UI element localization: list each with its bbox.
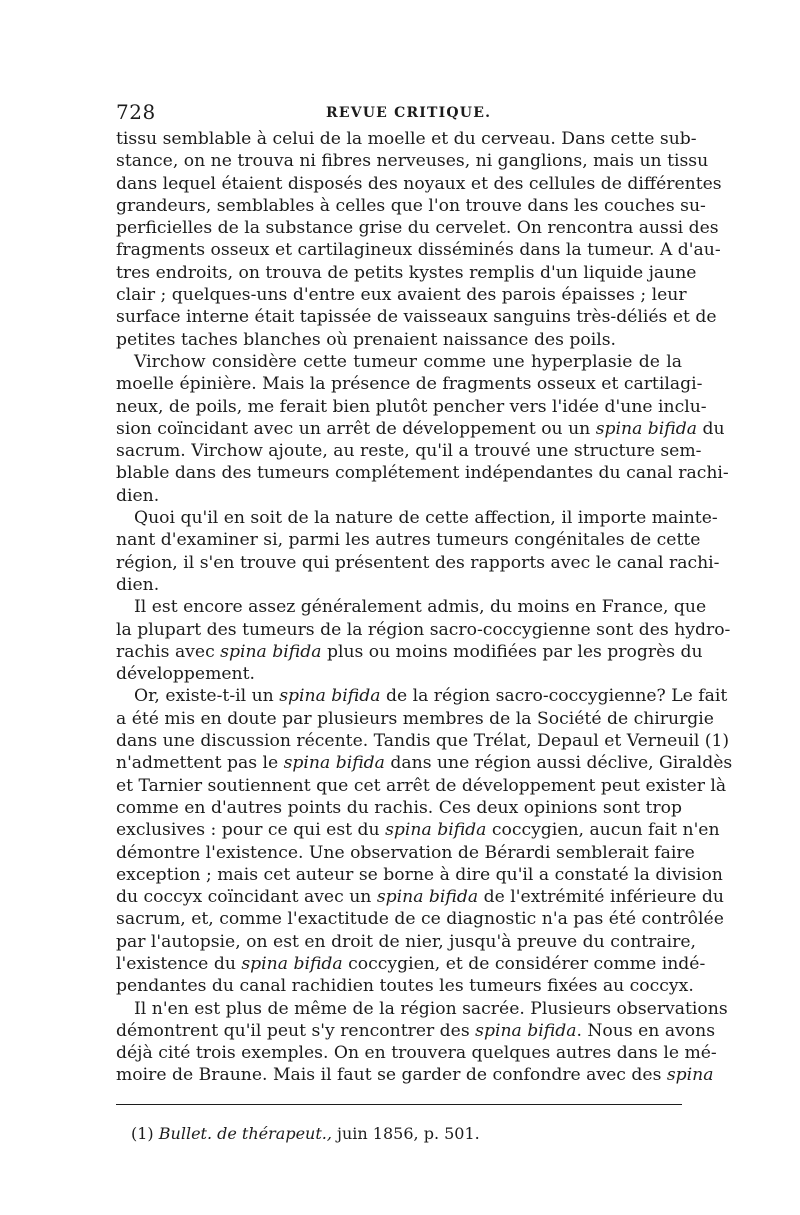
text-line: développement.	[116, 664, 255, 685]
italic-term: spina bifida	[475, 1020, 577, 1041]
paragraph	[116, 351, 729, 507]
text-line: nant d'examiner si, parmi les autres tumeurs congénitales de cette	[116, 530, 701, 551]
text-line: n'admettent pas le spina bifida dans une région aussi déclive, Giraldès	[116, 753, 733, 774]
text-line: perficielles de la substance grise du cervelet. On rencontra aussi des	[116, 218, 719, 239]
page-number: 728	[116, 100, 156, 124]
text-line: dien.	[116, 485, 160, 506]
text-line: l'existence du spina bifida coccygien, et de considérer comme indé-	[116, 953, 706, 974]
footnote-source: Bullet. de thérapeut.,	[158, 1124, 332, 1143]
text-line: déjà cité trois exemples. On en trouvera quelques autres dans le mé-	[116, 1043, 717, 1064]
italic-term: spina bifida	[279, 686, 381, 707]
text-line: du coccyx coïncidant avec un spina bifida de l'extrémité inférieure du	[116, 887, 724, 908]
italic-term: spina bifida	[241, 953, 343, 974]
running-head	[116, 100, 682, 124]
text-line: la plupart des tumeurs de la région sacro-coccygienne sont des hydro-	[116, 619, 731, 640]
text-line: et Tarnier soutiennent que cet arrêt de développement peut exister là	[116, 775, 727, 796]
text-line: dien.	[116, 574, 160, 595]
italic-term: spina bifida	[283, 753, 385, 774]
text-line: petites taches blanches où prenaient naissance des poils.	[116, 329, 617, 350]
text-line: Virchow considère cette tumeur comme une hyperplasie de la	[134, 351, 682, 372]
text-line: dans une discussion récente. Tandis que Trélat, Depaul et Verneuil (1)	[116, 731, 730, 752]
paragraph	[116, 685, 733, 997]
journal-title: REVUE CRITIQUE.	[326, 105, 492, 121]
text-line: exclusives : pour ce qui est du spina bifida coccygien, aucun fait n'en	[116, 820, 720, 841]
text-line: rachis avec spina bifida plus ou moins modifiées par les progrès du	[116, 641, 703, 662]
text-line: Quoi qu'il en soit de la nature de cette affection, il importe mainte-	[134, 508, 718, 529]
text-line: a été mis en doute par plusieurs membres de la Société de chirurgie	[116, 708, 714, 729]
text-line: Or, existe-t-il un spina bifida de la région sacro-coccygienne? Le fait	[134, 686, 728, 707]
text-line: démontre l'existence. Une observation de Bérardi semblerait faire	[116, 842, 695, 863]
italic-term: spina bifida	[220, 641, 322, 662]
paragraph	[116, 128, 722, 351]
text-line: comme en d'autres points du rachis. Ces deux opinions sont trop	[116, 797, 682, 818]
text-line: tres endroits, on trouva de petits kystes remplis d'un liquide jaune	[116, 262, 697, 283]
text-line: pendantes du canal rachidien toutes les tumeurs fixées au coccyx.	[116, 976, 694, 997]
italic-term: spina	[666, 1065, 714, 1086]
text-line: blable dans des tumeurs complétement indépendantes du canal rachi-	[116, 463, 729, 484]
text-line: démontrent qu'il peut s'y rencontrer des spina bifida. Nous en avons	[116, 1020, 716, 1041]
text-line: stance, on ne trouva ni fibres nerveuses, ni ganglions, mais un tissu	[116, 151, 709, 172]
italic-term: spina bifida	[385, 820, 487, 841]
italic-term: spina bifida	[595, 418, 698, 439]
footnote-details: juin 1856, p. 501.	[337, 1124, 480, 1143]
text-line: dans lequel étaient disposés des noyaux et des cellules de différentes	[116, 173, 722, 194]
text-line: surface interne était tapissée de vaisseaux sanguins très-déliés et de	[116, 307, 717, 328]
paragraph	[116, 507, 720, 596]
text-line: région, il s'en trouve qui présentent des rapports avec le canal rachi-	[116, 552, 720, 573]
text-line: moelle épinière. Mais la présence de fragments osseux et cartilagi-	[116, 374, 703, 395]
text-line: sion coïncidant avec un arrêt de développement ou un spina bifida du	[116, 418, 725, 439]
paragraph	[116, 998, 728, 1087]
text-line: tissu semblable à celui de la moelle et du cerveau. Dans cette sub-	[116, 129, 697, 149]
text-line: par l'autopsie, on est en droit de nier, jusqu'à preuve du contraire,	[116, 931, 696, 952]
italic-term: spina bifida	[376, 887, 479, 908]
text-line: Il n'en est plus de même de la région sacrée. Plusieurs observations	[134, 998, 728, 1019]
text-line: neux, de poils, me ferait bien plutôt pencher vers l'idée d'une inclu-	[116, 396, 707, 417]
text-line: moire de Braune. Mais il faut se garder de confondre avec des spina	[116, 1065, 714, 1086]
footnote	[131, 1124, 480, 1144]
text-line: Il est encore assez généralement admis, du moins en France, que	[134, 597, 707, 618]
text-line: sacrum. Virchow ajoute, au reste, qu'il a trouvé une structure sem-	[116, 441, 702, 462]
text-line: exception ; mais cet auteur se borne à dire qu'il a constaté la division	[116, 864, 723, 885]
text-line: clair ; quelques-uns d'entre eux avaient des parois épaisses ; leur	[116, 285, 687, 306]
text-line: fragments osseux et cartilagineux disséminés dans la tumeur. A d'au-	[116, 240, 721, 261]
body-text	[116, 128, 733, 1087]
paragraph	[116, 596, 731, 685]
footnote-rule	[116, 1104, 682, 1105]
text-line: sacrum, et, comme l'exactitude de ce diagnostic n'a pas été contrôlée	[116, 909, 724, 930]
footnote-marker: (1)	[131, 1124, 154, 1143]
text-line: grandeurs, semblables à celles que l'on trouve dans les couches su-	[116, 195, 706, 216]
